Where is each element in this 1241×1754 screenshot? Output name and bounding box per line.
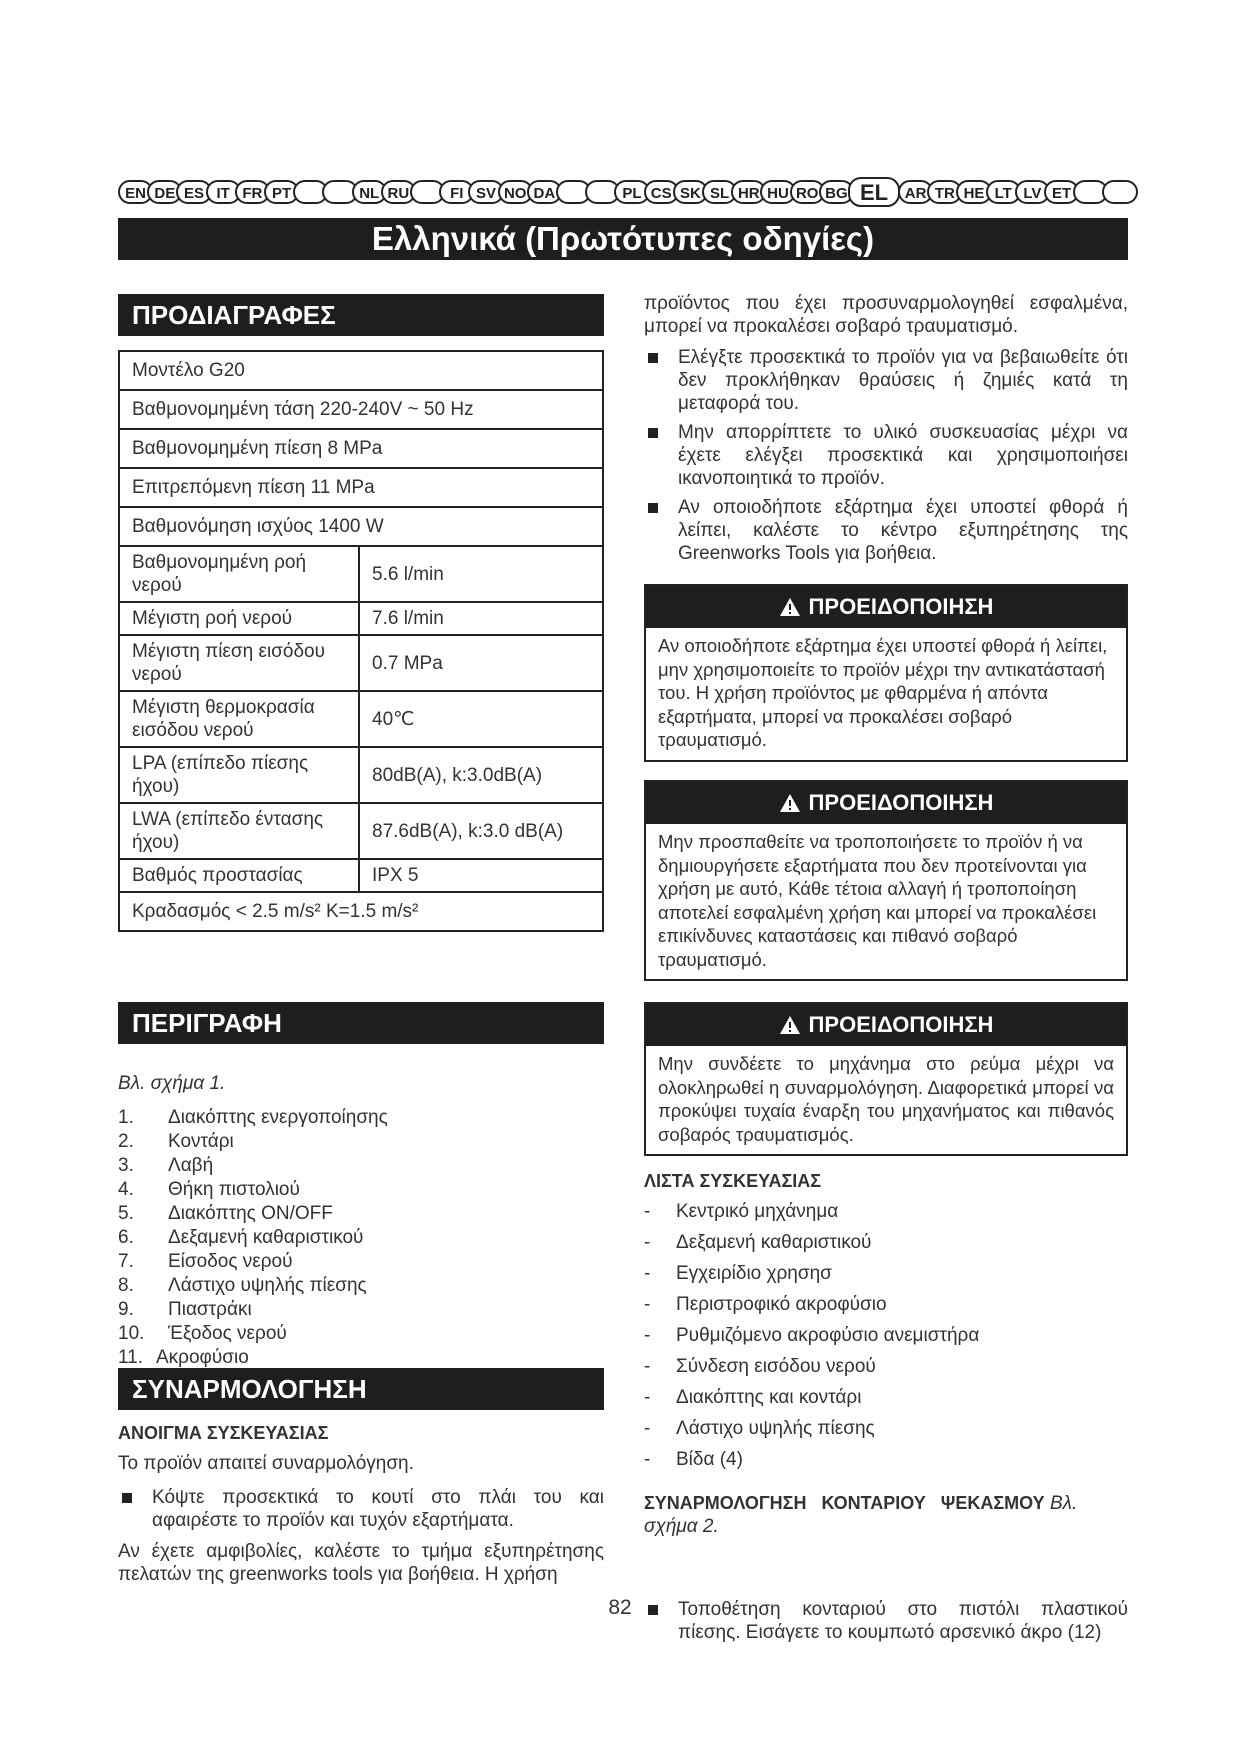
- language-tab-hu[interactable]: HU: [760, 180, 795, 204]
- packing-list: [644, 1196, 1124, 1475]
- spec-label: Μέγιστη πίεση εισόδου νερού: [119, 635, 359, 691]
- spec-label: Βαθμονομημένη ροή νερού: [119, 546, 359, 602]
- spec-value: 80dB(A), k:3.0dB(A): [359, 747, 603, 803]
- spec-row: [119, 546, 603, 602]
- spec-value: 87.6dB(A), k:3.0 dB(A): [359, 803, 603, 859]
- warning-triangle-icon: [779, 589, 801, 631]
- dash-bullet-icon: -: [644, 1387, 651, 1408]
- list-item-label: Διακόπτης και κοντάρι: [676, 1387, 862, 1408]
- list-item: [118, 1298, 598, 1322]
- bullet-item: [644, 421, 1128, 490]
- list-item-label: Ακροφύσιο: [156, 1347, 249, 1368]
- language-tab-bg[interactable]: BG: [819, 180, 854, 204]
- language-tab-fr[interactable]: FR: [235, 180, 270, 204]
- warning-box-3: [644, 1002, 1128, 1156]
- list-item-label: Θήκη πιστολιού: [168, 1179, 300, 1200]
- assembly-heading: ΣΥΝΑΡΜΟΛΟΓΗΣΗ: [118, 1368, 604, 1410]
- wand-assembly-heading: [644, 1492, 1128, 1538]
- language-tab-es[interactable]: ES: [176, 180, 211, 204]
- bullet-square-icon: [648, 503, 658, 513]
- list-item: [644, 1382, 1124, 1413]
- list-item-label: Εγχειρίδιο χρησησ: [676, 1263, 832, 1284]
- language-tab-blank-33[interactable]: [1102, 180, 1137, 204]
- language-tab-hr[interactable]: HR: [731, 180, 766, 204]
- list-item-label: Κοντάρι: [168, 1131, 234, 1152]
- unpacking-intro: Το προϊόν απαιτεί συναρμολόγηση.: [118, 1453, 414, 1474]
- language-tab-pt[interactable]: PT: [264, 180, 299, 204]
- page-number: 82: [608, 1596, 632, 1619]
- bullet-square-icon: [648, 428, 658, 438]
- warning-header: [646, 1004, 1126, 1046]
- unpacking-bullet-text: Κόψτε προσεκτικά το κουτί στο πλάι του και αφαιρέστε το προϊόν και τυχόν εξαρτήματα.: [152, 1487, 604, 1531]
- list-item-label: Λάστιχο υψηλής πίεσης: [168, 1275, 367, 1296]
- spec-row: [119, 390, 603, 429]
- list-item: [644, 1196, 1124, 1227]
- language-tab-nl[interactable]: NL: [352, 180, 387, 204]
- list-item-label: Ρυθμιζόμενο ακροφύσιο ανεμιστήρα: [676, 1325, 980, 1346]
- language-tab-et[interactable]: ET: [1044, 180, 1079, 204]
- list-item: [644, 1289, 1124, 1320]
- list-item-number: 7.: [118, 1251, 134, 1272]
- spec-row: [119, 507, 603, 546]
- list-item: [644, 1413, 1124, 1444]
- spec-value: 5.6 l/min: [359, 546, 603, 602]
- dash-bullet-icon: -: [644, 1418, 651, 1439]
- bullet-text: Ελέγξτε προσεκτικά το προϊόν για να βεβαιωθείτε ότι δεν προκλήθηκαν θραύσεις ή ζημιές κατά τη μεταφορά του.: [678, 347, 1128, 414]
- wand-bullet-text: Τοποθέτηση κονταριού στο πιστόλι πλαστικού πίεσης. Εισάγετε το κουμπωτό αρσενικό άκρο (12): [678, 1599, 1128, 1643]
- spec-row: [119, 351, 603, 390]
- list-item: [644, 1444, 1124, 1475]
- list-item-number: 2.: [118, 1131, 134, 1152]
- list-item-number: 9.: [118, 1299, 134, 1320]
- spec-row: [119, 429, 603, 468]
- dash-bullet-icon: -: [644, 1356, 651, 1377]
- warning-header: [646, 782, 1126, 824]
- list-item-number: 8.: [118, 1275, 134, 1296]
- spec-row: [119, 635, 603, 691]
- packing-list-title: ΛΙΣΤΑ ΣΥΣΚΕΥΑΣΙΑΣ: [644, 1171, 822, 1191]
- list-item-label: Είσοδος νερού: [168, 1251, 293, 1272]
- list-item-label: Διακόπτης ON/OFF: [168, 1203, 333, 1224]
- bullet-item: [644, 496, 1128, 565]
- list-item-number: 11.: [118, 1347, 144, 1368]
- list-item-number: 5.: [118, 1203, 134, 1224]
- list-item-number: 4.: [118, 1179, 134, 1200]
- language-tab-cs[interactable]: CS: [644, 180, 679, 204]
- specs-heading: ΠΡΟΔΙΑΓΡΑΦΕΣ: [118, 294, 604, 336]
- spec-row: [119, 892, 603, 931]
- list-item: [644, 1258, 1124, 1289]
- language-tab-ru[interactable]: RU: [381, 180, 416, 204]
- spec-value: 0.7 MPa: [359, 635, 603, 691]
- language-tab-sk[interactable]: SK: [673, 180, 708, 204]
- specs-table: [118, 350, 604, 932]
- warning-title: ΠΡΟΕΙΔΟΠΟΙΗΣΗ: [808, 790, 994, 815]
- wand-figure-ref: Βλ. σχήμα 2.: [644, 1493, 1078, 1537]
- list-item-label: Κεντρικό μηχάνημα: [676, 1201, 839, 1222]
- language-tab-da[interactable]: DA: [527, 180, 562, 204]
- list-item-label: Έξοδος νερού: [168, 1323, 287, 1344]
- page-title: Ελληνικά (Πρωτότυπες οδηγίες): [118, 218, 1128, 260]
- list-item: [118, 1226, 598, 1250]
- spec-label: Επιτρεπόμενη πίεση 11 MPa: [119, 468, 603, 507]
- dash-bullet-icon: -: [644, 1232, 651, 1253]
- bullet-text: Αν οποιοδήποτε εξάρτημα έχει υποστεί φθορά ή λείπει, καλέστε το κέντρο εξυπηρέτησης της Greenworks Tools για βοήθεια.: [678, 497, 1128, 564]
- language-tab-lt[interactable]: LT: [986, 180, 1021, 204]
- list-item: [118, 1250, 598, 1274]
- list-item-label: Λάστιχο υψηλής πίεσης: [676, 1418, 875, 1439]
- inspection-bullets: [644, 346, 1128, 571]
- spec-label: Μέγιστη ροή νερού: [119, 602, 359, 635]
- warning-triangle-icon: [779, 785, 801, 827]
- list-item-label: Δεξαμενή καθαριστικού: [676, 1232, 872, 1253]
- warning-title: ΠΡΟΕΙΔΟΠΟΙΗΣΗ: [808, 594, 994, 619]
- spec-row: [119, 468, 603, 507]
- list-item-label: Διακόπτης ενεργοποίησης: [168, 1107, 388, 1128]
- language-tab-ar[interactable]: AR: [898, 180, 933, 204]
- spec-row: [119, 859, 603, 892]
- language-tab-lv[interactable]: LV: [1015, 180, 1050, 204]
- warning-title: ΠΡΟΕΙΔΟΠΟΙΗΣΗ: [808, 1012, 994, 1037]
- spec-label: Μέγιστη θερμοκρασία εισόδου νερού: [119, 691, 359, 747]
- dash-bullet-icon: -: [644, 1294, 651, 1315]
- dash-bullet-icon: -: [644, 1449, 651, 1470]
- list-item: [644, 1227, 1124, 1258]
- spec-label: Κραδασμός < 2.5 m/s² K=1.5 m/s²: [119, 892, 603, 931]
- bullet-item: [644, 346, 1128, 415]
- language-tab-de[interactable]: DE: [147, 180, 182, 204]
- list-item: [118, 1178, 598, 1202]
- language-tab-el[interactable]: EL: [848, 177, 900, 207]
- list-item: [118, 1106, 598, 1130]
- language-tab-fi[interactable]: FI: [439, 180, 474, 204]
- description-figure-ref: Βλ. σχήμα 1.: [118, 1073, 226, 1094]
- list-item-label: Σύνδεση εισόδου νερού: [676, 1356, 876, 1377]
- bullet-square-icon: [122, 1493, 132, 1503]
- language-tab-en[interactable]: EN: [118, 180, 153, 204]
- list-item-label: Δεξαμενή καθαριστικού: [168, 1227, 364, 1248]
- right-continuation: προϊόντος που έχει προσυναρμολογηθεί εσφαλμένα, μπορεί να προκαλέσει σοβαρό τραυματισμό.: [644, 293, 1128, 337]
- spec-label: LPA (επίπεδο πίεσης ήχου): [119, 747, 359, 803]
- language-tab-ro[interactable]: RO: [790, 180, 825, 204]
- language-tab-tr[interactable]: TR: [927, 180, 962, 204]
- spec-value: IPX 5: [359, 859, 603, 892]
- warning-triangle-icon: [779, 1007, 801, 1049]
- warning-text: Μην προσπαθείτε να τροποποιήσετε το προϊόν ή να δημιουργήσετε εξαρτήματα που δεν προτείνονται για χρήση με αυτό, Κάθε τέτοια αλλαγή ή τροποποίηση αποτελεί εσφαλμένη χρήση και μπορεί να προκαλέσει επικίνδυνες καταστάσεις και πιθανό σοβαρό τραυματισμό.: [658, 831, 1097, 970]
- list-item: [118, 1130, 598, 1154]
- language-tab-sl[interactable]: SL: [702, 180, 737, 204]
- spec-row: [119, 602, 603, 635]
- spec-row: [119, 691, 603, 747]
- language-tab-pl[interactable]: PL: [614, 180, 649, 204]
- list-item-label: Λαβή: [168, 1155, 214, 1176]
- wand-assembly-bullet: [644, 1598, 1128, 1644]
- language-tab-it[interactable]: IT: [206, 180, 241, 204]
- list-item-label: Βίδα (4): [676, 1449, 743, 1470]
- description-heading: ΠΕΡΙΓΡΑΦΗ: [118, 1002, 604, 1044]
- spec-label: LWA (επίπεδο έντασης ήχου): [119, 803, 359, 859]
- language-tab-he[interactable]: HE: [956, 180, 991, 204]
- list-item-number: 10.: [118, 1323, 145, 1344]
- warning-text: Μην συνδέετε το μηχάνημα στο ρεύμα μέχρι να ολοκληρωθεί η συναρμολόγηση. Διαφορετικά μπορεί να προκύψει τυχαία έναρξη του μηχανήματος και πιθανός σοβαρός τραυματισμός.: [658, 1053, 1114, 1145]
- spec-label: Βαθμός προστασίας: [119, 859, 359, 892]
- list-item: [118, 1346, 598, 1370]
- language-tab-no[interactable]: NO: [498, 180, 533, 204]
- warning-text: Αν οποιοδήποτε εξάρτημα έχει υποστεί φθορά ή λείπει, μην χρησιμοποιείτε το προϊόν μέχρι την αντικατάστασή του. Η χρήση προϊόντος με φθαρμένα ή απόντα εξαρτήματα, μπορεί να προκαλέσει σοβαρό τραυματισμό.: [658, 635, 1108, 750]
- list-item: [118, 1202, 598, 1226]
- list-item: [118, 1322, 598, 1346]
- bullet-text: Μην απορρίπτετε το υλικό συσκευασίας μέχρι να έχετε ελέγξει προσεκτικά και χρησιμοποιήσει ικανοποιητικά το προϊόν.: [678, 422, 1128, 489]
- unpacking-title: ΑΝΟΙΓΜΑ ΣΥΣΚΕΥΑΣΙΑΣ: [118, 1423, 329, 1443]
- list-item: [644, 1320, 1124, 1351]
- spec-label: Βαθμονόμηση ισχύος 1400 W: [119, 507, 603, 546]
- language-selector: [118, 180, 1128, 206]
- unpacking-bullet: [118, 1486, 604, 1532]
- list-item-number: 1.: [118, 1107, 134, 1128]
- parts-list: [118, 1106, 598, 1370]
- bullet-square-icon: [648, 353, 658, 363]
- warning-header: [646, 586, 1126, 628]
- list-item: [644, 1351, 1124, 1382]
- dash-bullet-icon: -: [644, 1201, 651, 1222]
- spec-label: Μοντέλο G20: [119, 351, 603, 390]
- language-tab-sv[interactable]: SV: [468, 180, 503, 204]
- warning-box-1: [644, 584, 1128, 762]
- list-item-number: 3.: [118, 1155, 134, 1176]
- spec-row: [119, 803, 603, 859]
- spec-value: 40℃: [359, 691, 603, 747]
- warning-box-2: [644, 780, 1128, 981]
- list-item: [118, 1274, 598, 1298]
- spec-value: 7.6 l/min: [359, 602, 603, 635]
- dash-bullet-icon: -: [644, 1325, 651, 1346]
- spec-row: [119, 747, 603, 803]
- list-item: [118, 1154, 598, 1178]
- dash-bullet-icon: -: [644, 1263, 651, 1284]
- list-item-number: 6.: [118, 1227, 134, 1248]
- list-item-label: Πιαστράκι: [168, 1299, 252, 1320]
- list-item-label: Περιστροφικό ακροφύσιο: [676, 1294, 887, 1315]
- wand-assembly-title: ΣΥΝΑΡΜΟΛΟΓΗΣΗ ΚΟΝΤΑΡΙΟΥ ΨΕΚΑΣΜΟΥ: [644, 1493, 1045, 1513]
- spec-label: Βαθμονομημένη πίεση 8 MPa: [119, 429, 603, 468]
- unpacking-note: Αν έχετε αμφιβολίες, καλέστε το τμήμα εξυπηρέτησης πελατών της greenworks tools για βοήθεια. Η χρήση: [118, 1541, 604, 1585]
- spec-label: Βαθμονομημένη τάση 220-240V ~ 50 Hz: [119, 390, 603, 429]
